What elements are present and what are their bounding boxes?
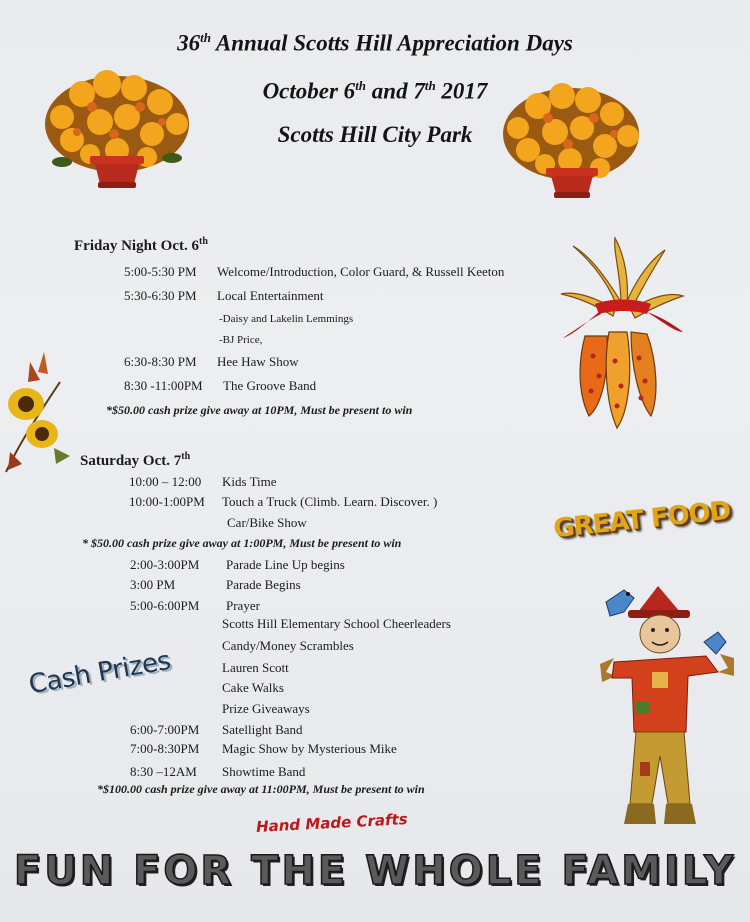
event-location: Scotts Hill City Park	[277, 122, 473, 147]
saturday-cash-prize-note: * $50.00 cash prize give away at 1:00PM, Must be present to win	[82, 536, 402, 550]
schedule-time: 10:00 – 12:00	[129, 474, 202, 489]
indian-corn-bundle-icon	[555, 236, 690, 436]
schedule-row	[124, 378, 317, 394]
schedule-subitem: -BJ Price,	[219, 334, 263, 346]
schedule-row	[130, 741, 397, 757]
hand-made-crafts-label: Hand Made Crafts	[255, 810, 409, 836]
cash-prizes-wordart: Cash Prizes	[26, 645, 173, 701]
schedule-time: 10:00-1:00PM	[129, 494, 205, 509]
friday-cash-prize-note: *$50.00 cash prize give away at 10PM, Must be present to win	[106, 403, 413, 417]
schedule-event: Parade Line Up begins	[226, 557, 345, 572]
schedule-event: Candy/Money Scrambles	[222, 638, 354, 653]
schedule-time: 2:00-3:00PM	[130, 557, 200, 572]
footer-banner: FUN FOR THE WHOLE FAMILY	[13, 848, 737, 894]
schedule-time: 8:30 –12AM	[130, 764, 197, 779]
schedule-event: Hee Haw Show	[217, 354, 299, 369]
schedule-event: Lauren Scott	[222, 660, 289, 675]
schedule-row	[130, 557, 345, 573]
schedule-event: Welcome/Introduction, Color Guard, & Russell Keeton	[217, 264, 505, 279]
schedule-event: Satellight Band	[222, 722, 303, 737]
schedule-event: Touch a Truck (Climb. Learn. Discover. )	[222, 494, 438, 509]
schedule-row	[130, 598, 260, 614]
saturday-heading: Saturday Oct. 7th	[80, 451, 191, 469]
mum-flower-pot-right-icon	[500, 76, 642, 204]
schedule-row	[130, 577, 301, 593]
schedule-time: 6:00-7:00PM	[130, 722, 200, 737]
event-dates: October 6th and 7th 2017	[262, 78, 488, 104]
schedule-row	[124, 288, 324, 304]
scarecrow-with-bluebirds-icon	[594, 572, 740, 842]
schedule-row	[130, 722, 303, 738]
schedule-time: 6:30-8:30 PM	[124, 354, 197, 369]
schedule-time: 5:00-5:30 PM	[124, 264, 197, 279]
schedule-time: 5:30-6:30 PM	[124, 288, 197, 303]
mum-flower-pot-left-icon	[42, 62, 192, 192]
schedule-time: 8:30 -11:00PM	[124, 378, 203, 393]
schedule-event: Prize Giveaways	[222, 701, 310, 716]
great-food-wordart: GREAT FOOD	[551, 495, 732, 545]
schedule-row	[129, 494, 438, 510]
schedule-event: Cake Walks	[222, 680, 284, 695]
schedule-row	[130, 764, 306, 780]
schedule-event: The Groove Band	[223, 378, 317, 393]
schedule-subitem: -Daisy and Lakelin Lemmings	[219, 313, 354, 325]
schedule-event: Scotts Hill Elementary School Cheerleaders	[222, 616, 451, 631]
schedule-time: 7:00-8:30PM	[130, 741, 200, 756]
schedule-event: Prayer	[226, 598, 260, 613]
schedule-event: Kids Time	[222, 474, 277, 489]
saturday-final-cash-prize-note: *$100.00 cash prize give away at 11:00PM, Must be present to win	[97, 782, 425, 796]
sunflower-spray-icon	[0, 352, 80, 482]
schedule-row	[124, 354, 299, 370]
schedule-event: Car/Bike Show	[227, 515, 307, 530]
friday-heading: Friday Night Oct. 6th	[74, 236, 208, 254]
schedule-row	[129, 474, 277, 490]
schedule-event: Showtime Band	[222, 764, 306, 779]
event-title: 36th Annual Scotts Hill Appreciation Days	[177, 30, 573, 56]
schedule-time: 5:00-6:00PM	[130, 598, 200, 613]
schedule-time: 3:00 PM	[130, 577, 176, 592]
schedule-event: Local Entertainment	[217, 288, 324, 303]
schedule-row	[124, 264, 505, 280]
schedule-event: Parade Begins	[226, 577, 301, 592]
schedule-event: Magic Show by Mysterious Mike	[222, 741, 397, 756]
